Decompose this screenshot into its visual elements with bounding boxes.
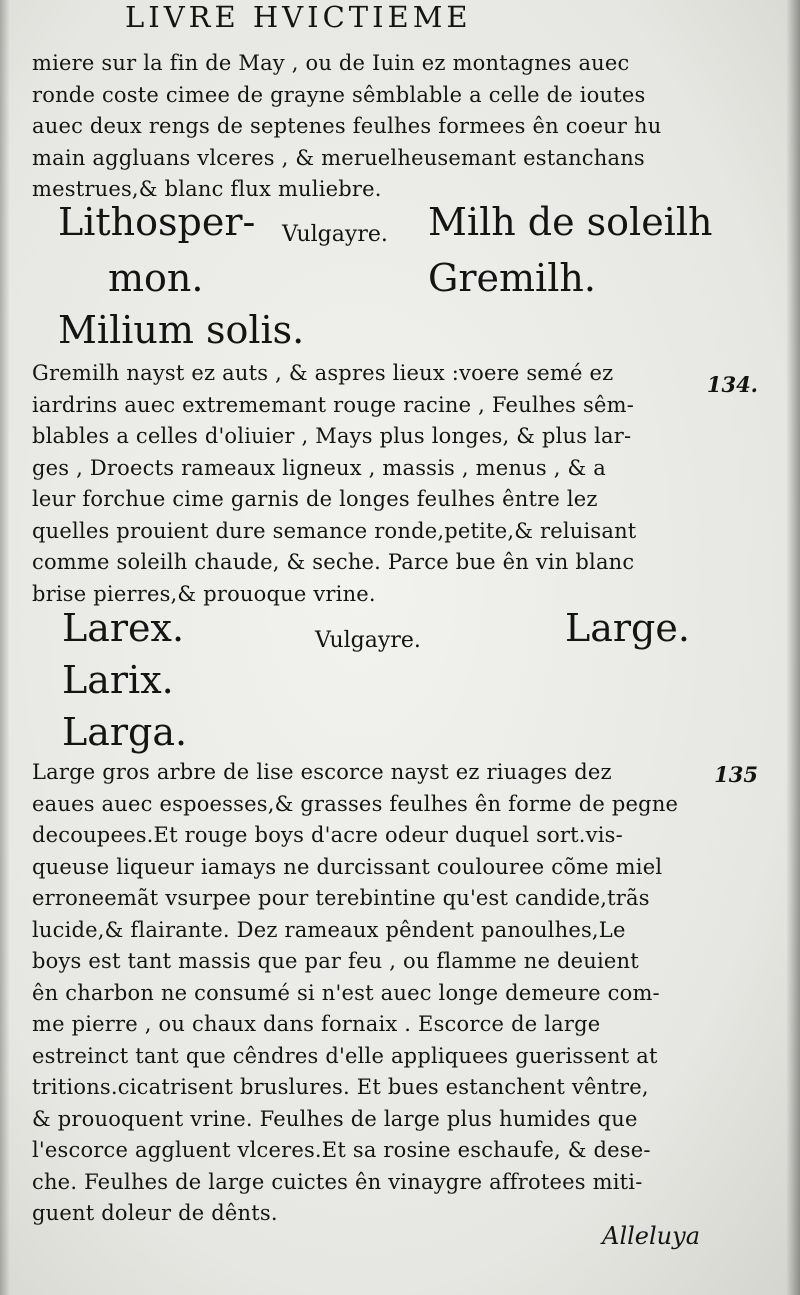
text-line: quelles prouient dure semance ronde,petite,& reluisant	[32, 518, 637, 543]
text-line: estreinct tant que cêndres d'elle appliquees guerissent at	[32, 1043, 658, 1068]
text-line: boys est tant massis que par feu , ou flamme ne deuient	[32, 949, 639, 973]
entry-latin-name: Milium solis.	[58, 308, 305, 352]
paragraph-gremilh	[32, 358, 682, 610]
closing-word: Alleluya	[602, 1222, 700, 1250]
text-line: me pierre , ou chaux dans fornaix . Escorce de large	[32, 1012, 601, 1036]
margin-number: 135	[714, 762, 758, 787]
text-line: iardrins auec extrememant rouge racine , Feulhes sêm-	[32, 392, 635, 417]
page-shadow-right	[786, 0, 800, 1295]
entry-common-name: Large.	[565, 606, 690, 650]
text-line: auec deux rengs de septenes feulhes formees ên coeur hu	[32, 114, 662, 138]
text-line: ên charbon ne consumé si n'est auec longe demeure com-	[32, 980, 660, 1005]
text-line: mestrues,& blanc flux muliebre.	[32, 177, 382, 201]
text-line: tritions.cicatrisent bruslures. Et bues estanchent vêntre,	[32, 1075, 649, 1099]
text-line: eaues auec espoesses,& grasses feulhes ên forme de pegne	[32, 791, 679, 816]
vulgayre-label: Vulgayre.	[315, 628, 421, 653]
page-shadow-left	[0, 0, 10, 1295]
paragraph-large	[32, 757, 682, 1230]
text-line: lucide,& flairante. Dez rameaux pêndent panoulhes,Le	[32, 917, 626, 942]
text-line: guent doleur de dênts.	[32, 1201, 278, 1225]
entry-latin-name: Larex.	[62, 606, 185, 650]
text-line: Large gros arbre de lise escorce nayst ez riuages dez	[32, 760, 612, 784]
text-line: Gremilh nayst ez auts , & aspres lieux :voere semé ez	[32, 361, 614, 385]
entry-common-name: Gremilh.	[428, 256, 596, 300]
entry-latin-name: Larga.	[62, 710, 188, 754]
text-line: ronde coste cimee de grayne sêmblable a celle de ioutes	[32, 82, 646, 107]
text-line: queuse liqueur iamays ne durcissant coulouree cõme miel	[32, 854, 663, 879]
text-line: comme soleilh chaude, & seche. Parce bue ên vin blanc	[32, 550, 635, 574]
text-line: blables a celles d'oliuier , Mays plus longes, & plus lar-	[32, 424, 632, 448]
text-line: decoupees.Et rouge boys d'acre odeur duquel sort.vis-	[32, 823, 623, 847]
running-head: LIVRE HVICTIEME	[125, 0, 472, 34]
vulgayre-label: Vulgayre.	[282, 222, 388, 247]
text-line: erroneemãt vsurpee pour terebintine qu'est candide,trãs	[32, 886, 650, 910]
text-line: ges , Droects rameaux ligneux , massis , menus , & a	[32, 455, 606, 480]
entry-latin-name: mon.	[108, 256, 204, 300]
text-line: l'escorce aggluent vlceres.Et sa rosine eschaufe, & dese-	[32, 1138, 651, 1162]
text-line: & prouoquent vrine. Feulhes de large plus humides que	[32, 1106, 638, 1131]
text-line: main aggluans vlceres , & meruelheusemant estanchans	[32, 145, 645, 170]
text-line: miere sur la fin de May , ou de Iuin ez montagnes auec	[32, 51, 630, 75]
text-line: brise pierres,& prouoque vrine.	[32, 581, 376, 606]
entry-latin-name: Lithosper-	[58, 200, 256, 244]
text-line: leur forchue cime garnis de longes feulhes êntre lez	[32, 487, 598, 511]
margin-number: 134.	[706, 372, 758, 397]
text-line: che. Feulhes de large cuictes ên vinaygre affrotees miti-	[32, 1169, 643, 1194]
entry-latin-name: Larix.	[62, 658, 174, 702]
entry-common-name: Milh de soleilh	[428, 200, 713, 244]
paragraph-continuation	[32, 48, 682, 206]
